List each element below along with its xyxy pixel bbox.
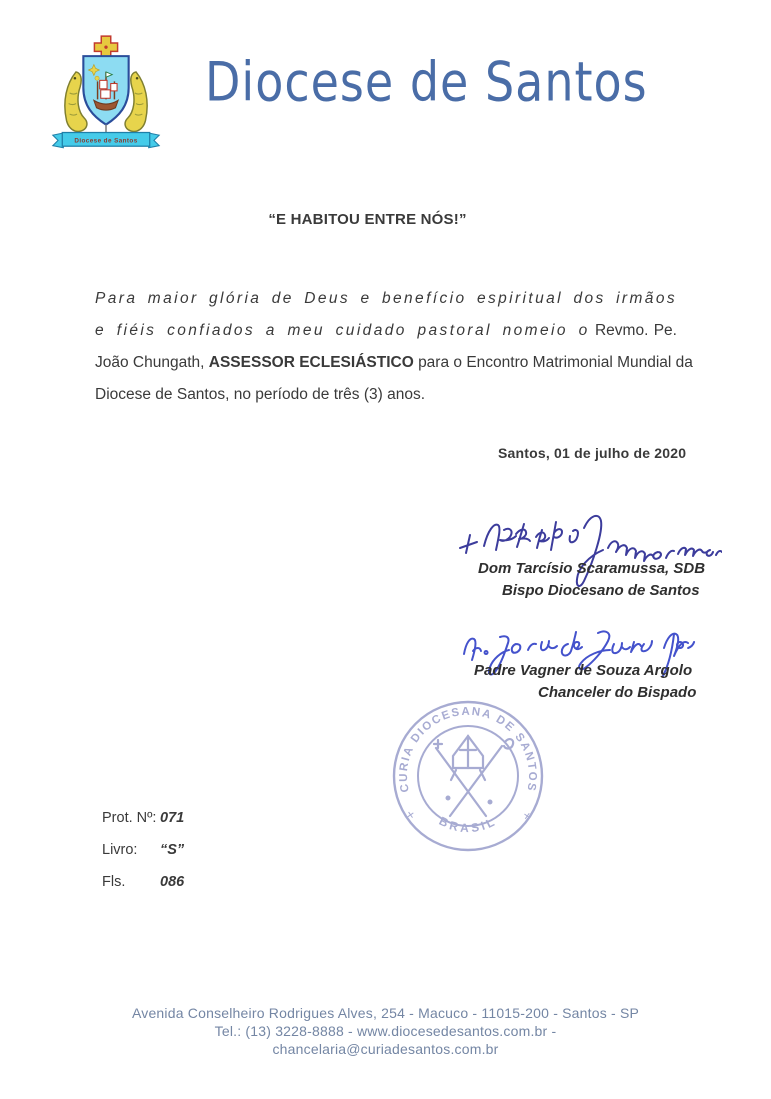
letter-motto: “E HABITOU ENTRE NÓS!” (268, 211, 467, 228)
body-line-2-regular: Revmo. Pe. (594, 322, 677, 339)
svg-text:BRASIL (437, 814, 500, 835)
footer-email: chancelaria@curiadesantos.com.br (272, 1041, 499, 1057)
stamp-bottom-text: BRASIL (436, 813, 500, 836)
protocol-livro-label: Livro: (102, 842, 138, 858)
stamp-right-cross: + (519, 806, 536, 825)
protocol-fls-label: Fls. (102, 874, 126, 890)
stamp-top-text: CURIA DIOCESANA DE SANTOS (397, 705, 539, 794)
protocol-row-livro (102, 842, 322, 874)
crest-banner-text: Diocese de Santos (74, 137, 138, 145)
signature-2-name: Padre Vagner de Souza Argolo (474, 662, 693, 679)
body-line-3-post: para o Encontro Matrimonial Mundial da (418, 354, 693, 371)
protocol-block (102, 810, 322, 906)
body-line-1 (95, 283, 677, 315)
signature-1-role: Bispo Diocesano de Santos (502, 582, 700, 599)
body-line-2 (95, 315, 677, 347)
signature-1-name: Dom Tarcísio Scaramussa, SDB (478, 560, 706, 577)
protocol-fls-value: 086 (160, 874, 185, 890)
body-line-3-pre: João Chungath, (95, 354, 205, 371)
letterhead-footer (0, 1004, 771, 1058)
crest-ribbon (53, 133, 159, 148)
protocol-row-fls (102, 874, 322, 906)
letter-body (95, 283, 693, 411)
footer-address: Avenida Conselheiro Rodrigues Alves, 254 - Macuco - 11015-200 - Santos - SP (131, 1005, 640, 1021)
protocol-prot-value: 071 (160, 810, 185, 826)
body-line-2-italic: e fiéis confiados a meu cuidado pastoral nomeio o (95, 322, 590, 339)
protocol-livro-value: “S” (160, 842, 185, 858)
body-line-3 (95, 347, 693, 379)
protocol-prot-label: Prot. Nº: (102, 810, 157, 826)
page-title: Diocese de Santos (205, 50, 648, 114)
diocese-coat-of-arms-icon (50, 34, 162, 152)
body-line-1-text: Para maior glória de Deus e benefício espiritual dos irmãos (95, 290, 677, 307)
stamp-mitre-emblem (434, 736, 513, 816)
curia-stamp-icon (390, 698, 546, 854)
signature-tarcisio-icon (452, 504, 722, 592)
stamp-left-cross: + (402, 805, 419, 824)
protocol-row-prot (102, 810, 322, 842)
signature-2-role: Chanceler do Bispado (538, 684, 697, 701)
body-line-3-bold: ASSESSOR ECLESIÁSTICO (208, 354, 414, 371)
letter-date: Santos, 01 de julho de 2020 (498, 445, 687, 461)
footer-phone-website: Tel.: (13) 3228-8888 - www.diocesedesantos.com.br - (214, 1023, 557, 1039)
body-line-4: Diocese de Santos, no período de três (3) anos. (95, 386, 426, 403)
